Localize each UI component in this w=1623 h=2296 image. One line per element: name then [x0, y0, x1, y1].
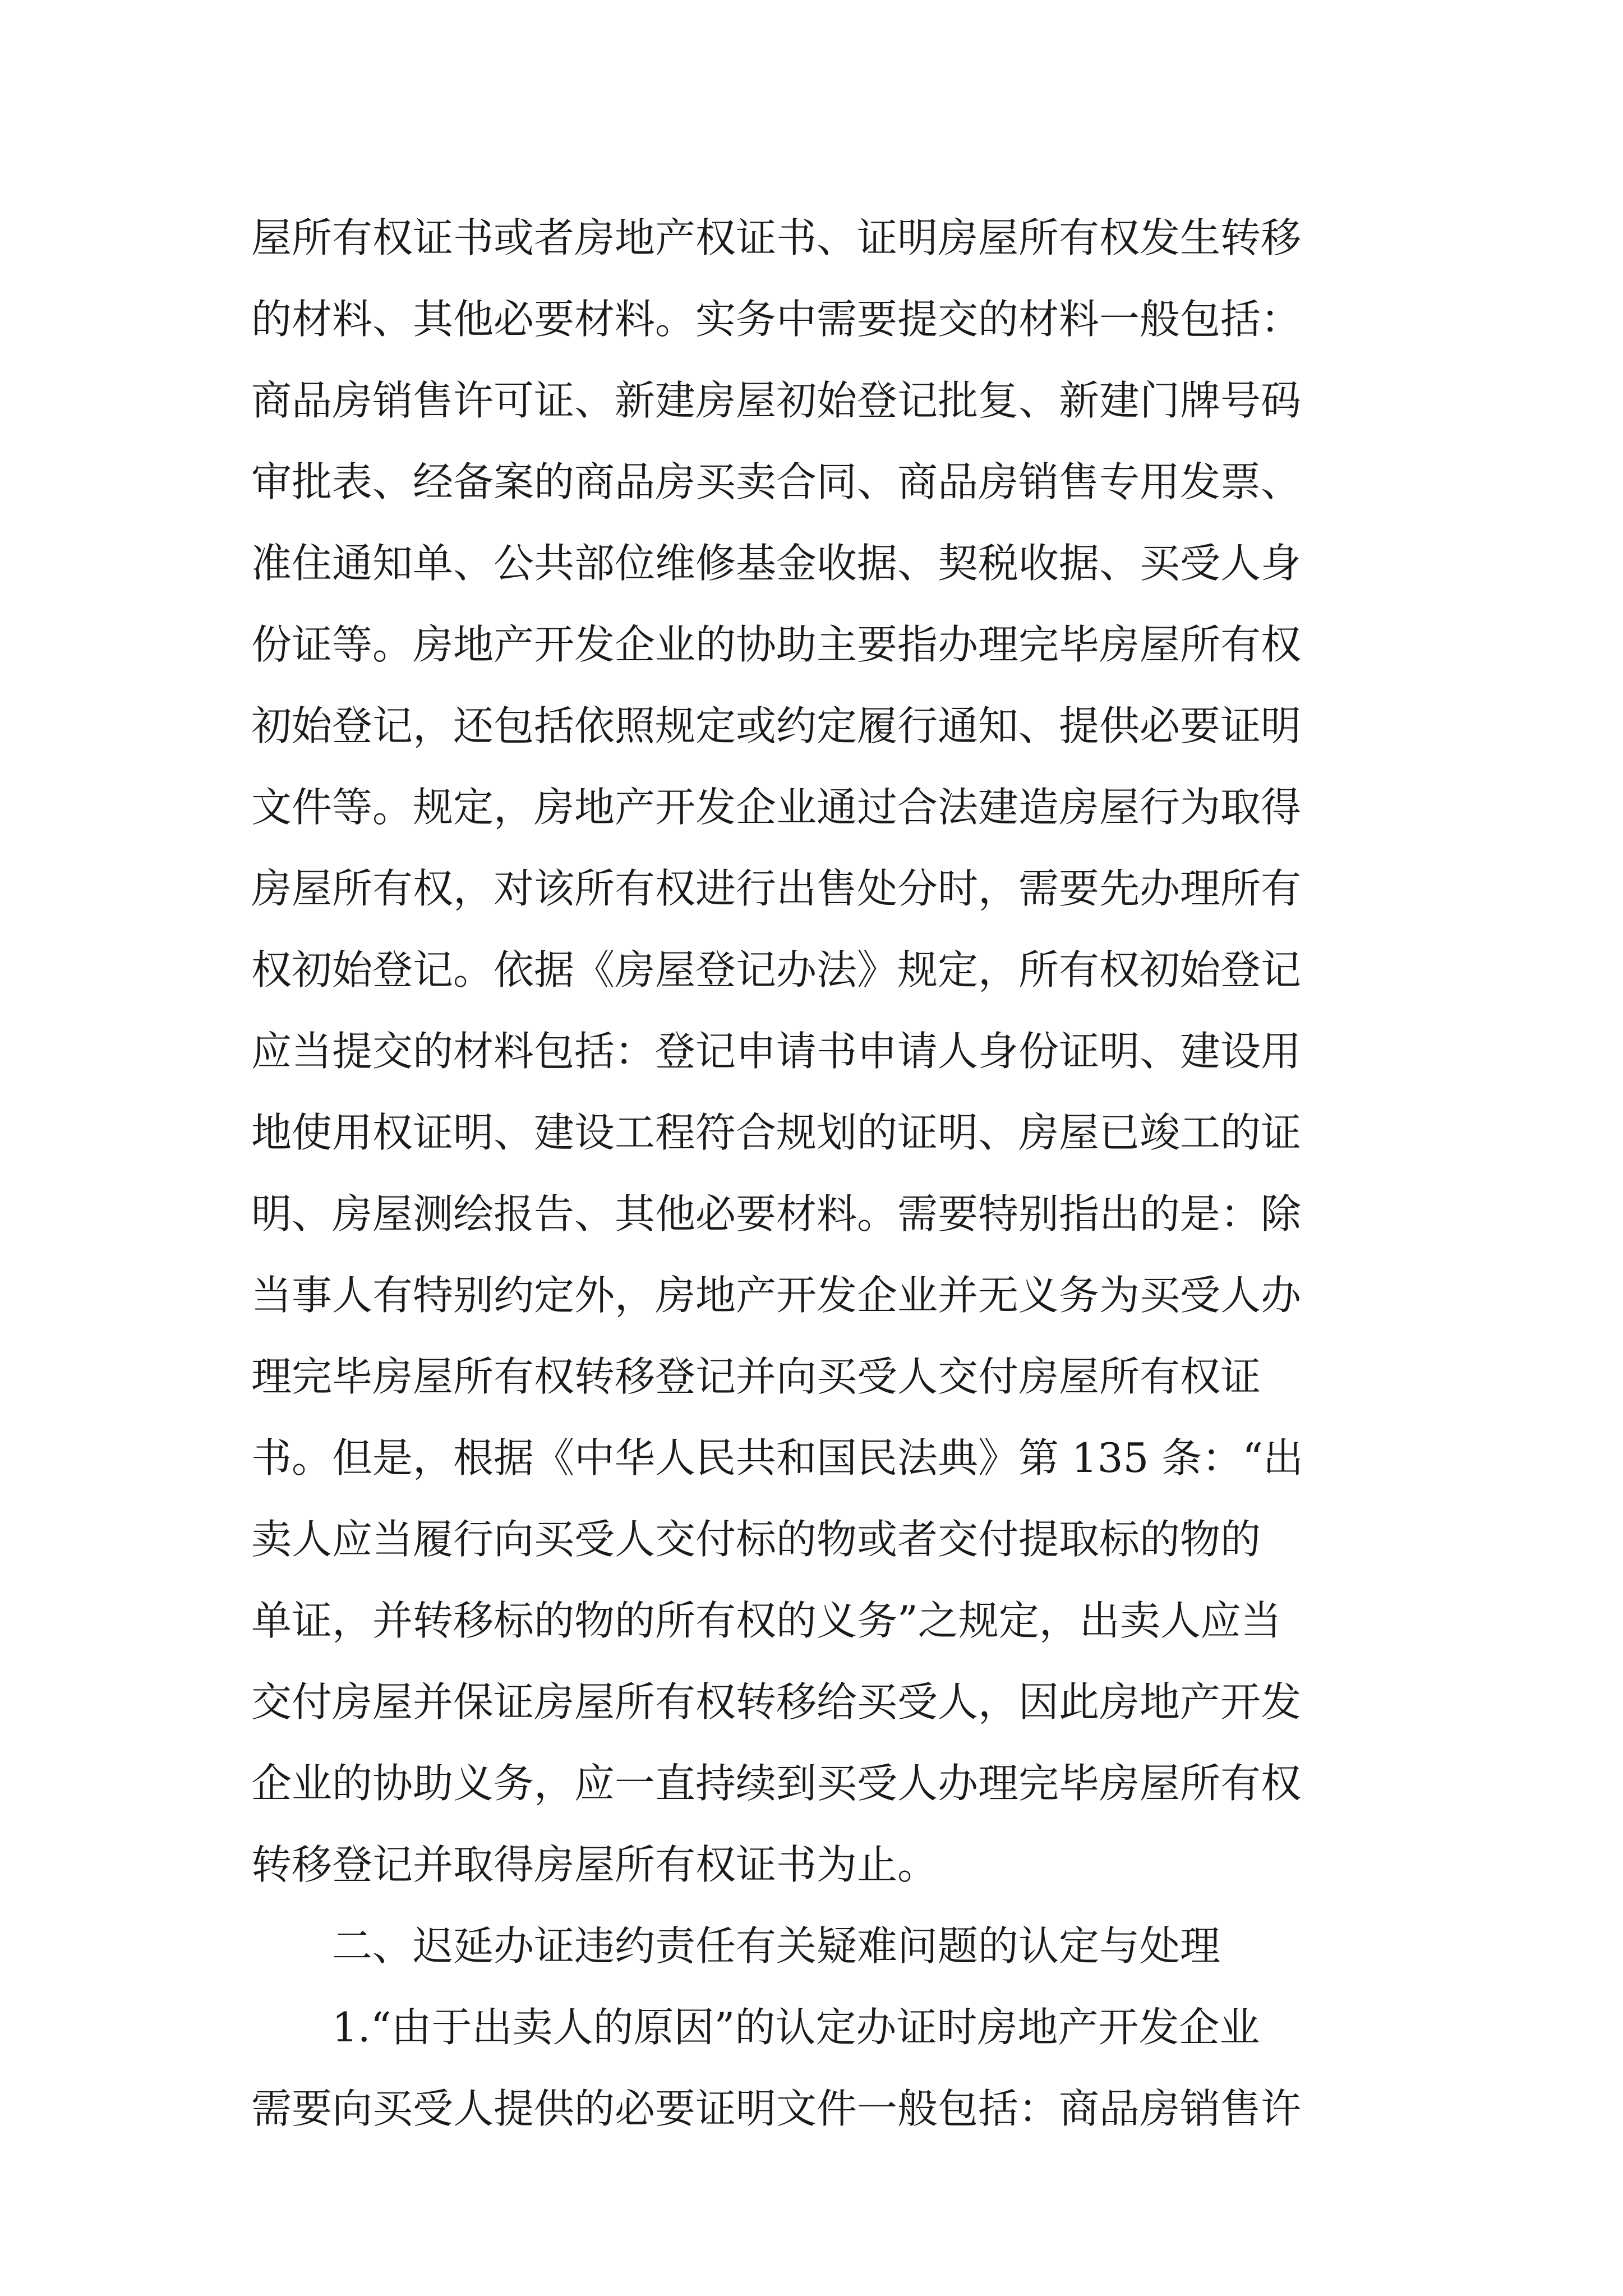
- section-heading: 二、迟延办证违约责任有关疑难问题的认定与处理: [332, 1922, 1221, 1970]
- subsection-line: 1.“由于出卖人的原因”的认定办证时房地产开发企业: [332, 2004, 1260, 2051]
- paragraph-line: 书。但是，根据《中华人民共和国民法典》第 135 条：“出: [251, 1434, 1304, 1481]
- body-text: [251, 197, 1378, 2150]
- paragraph-line: 企业的协助义务，应一直持续到买受人办理完毕房屋所有权: [251, 1760, 1302, 1807]
- paragraph-line: 卖人应当履行向买受人交付标的物或者交付提取标的物的: [251, 1516, 1261, 1563]
- paragraph-line: 房屋所有权，对该所有权进行出售处分时，需要先办理所有: [251, 865, 1302, 912]
- paragraph-line: 文件等。规定，房地产开发企业通过合法建造房屋行为取得: [251, 784, 1302, 831]
- paragraph-line: 交付房屋并保证房屋所有权转移给买受人，因此房地产开发: [251, 1678, 1302, 1726]
- paragraph-line: 明、房屋测绘报告、其他必要材料。需要特别指出的是：除: [251, 1190, 1302, 1237]
- paragraph-line: 权初始登记。依据《房屋登记办法》规定，所有权初始登记: [251, 946, 1302, 993]
- paragraph-line: 屋所有权证书或者房地产权证书、证明房屋所有权发生转移: [251, 214, 1302, 261]
- paragraph-line: 份证等。房地产开发企业的协助主要指办理完毕房屋所有权: [251, 621, 1302, 668]
- paragraph-line: 理完毕房屋所有权转移登记并向买受人交付房屋所有权证: [251, 1353, 1261, 1400]
- paragraph-line: 初始登记，还包括依照规定或约定履行通知、提供必要证明: [251, 702, 1302, 749]
- paragraph-line: 审批表、经备案的商品房买卖合同、商品房销售专用发票、: [251, 458, 1302, 505]
- paragraph-line: 准住通知单、公共部位维修基金收据、契税收据、买受人身: [251, 540, 1302, 587]
- paragraph-line: 商品房销售许可证、新建房屋初始登记批复、新建门牌号码: [251, 377, 1302, 424]
- paragraph-line: 地使用权证明、建设工程符合规划的证明、房屋已竣工的证: [251, 1109, 1302, 1156]
- paragraph-line: 当事人有特别约定外，房地产开发企业并无义务为买受人办: [251, 1272, 1302, 1319]
- subsection-line: 需要向买受人提供的必要证明文件一般包括：商品房销售许: [251, 2085, 1302, 2132]
- paragraph-line: 的材料、其他必要材料。实务中需要提交的材料一般包括：: [251, 296, 1302, 343]
- paragraph-line: 应当提交的材料包括：登记申请书申请人身份证明、建设用: [251, 1028, 1302, 1075]
- paragraph-line: 单证，并转移标的物的所有权的义务”之规定，出卖人应当: [251, 1597, 1281, 1644]
- paragraph-line: 转移登记并取得房屋所有权证书为止。: [251, 1841, 938, 1888]
